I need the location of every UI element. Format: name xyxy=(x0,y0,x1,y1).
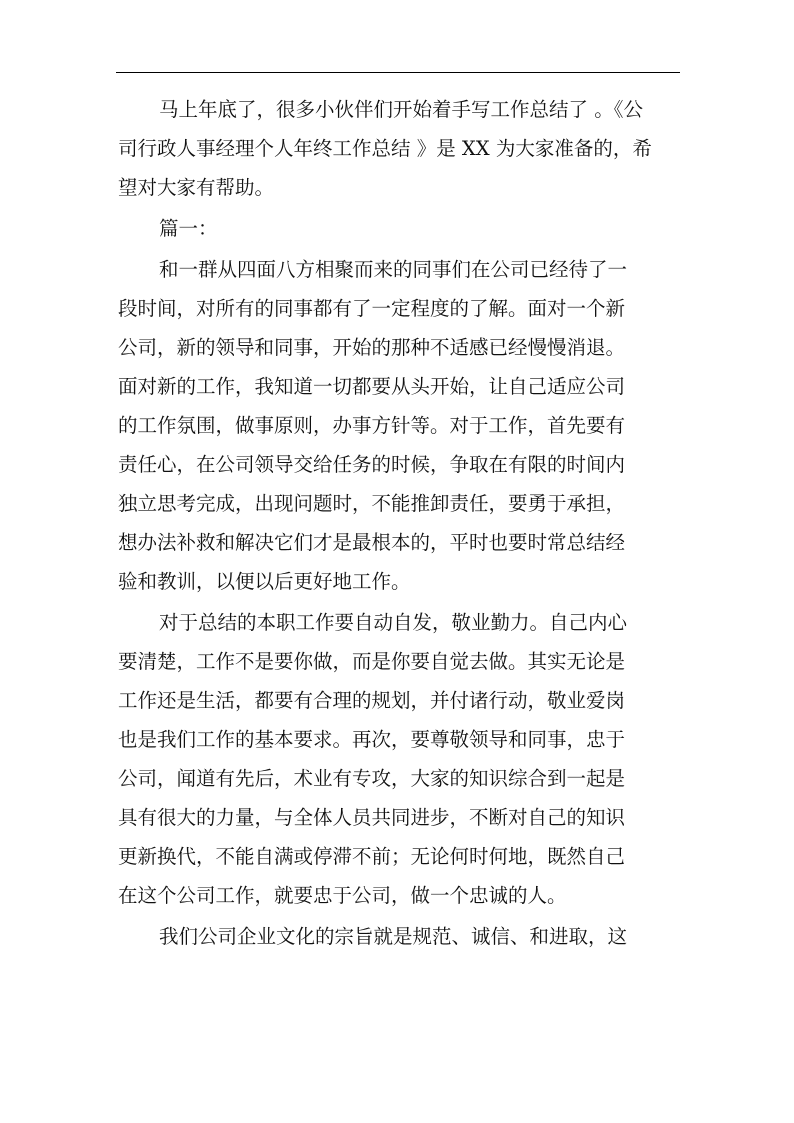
paragraph-line: 责任心，在公司领导交给任务的时候，争取在有限的时间内 xyxy=(118,453,626,476)
paragraph-line: 面对新的工作，我知道一切都要从头开始，让自己适应公司 xyxy=(118,375,626,398)
paragraph-line: 我们公司企业文化的宗旨就是规范、诚信、和进取，这 xyxy=(159,925,628,948)
paragraph-line: 也是我们工作的基本要求。再次，要尊敬领导和同事，忠于 xyxy=(118,728,626,751)
paragraph-line: 想办法补救和解决它们才是最根本的，平时也要时常总结经 xyxy=(118,531,626,554)
intro-line: 马上年底了，很多小伙伴们开始着手写工作总结了 。《公 xyxy=(159,98,643,121)
document-body xyxy=(118,90,678,956)
paragraph-line: 公司，新的领导和同事，开始的那种不适感已经慢慢消退。 xyxy=(118,336,626,359)
paragraph-line: 对于总结的本职工作要自动自发，敬业勤力。自己内心 xyxy=(159,611,628,634)
paragraph-line: 和一群从四面八方相聚而来的同事们在公司已经待了一 xyxy=(159,258,628,281)
intro-line: 望对大家有帮助。 xyxy=(118,176,275,199)
header-rule xyxy=(116,72,680,73)
section-heading: 篇一： xyxy=(159,217,218,240)
paragraph-line: 段时间，对所有的同事都有了一定程度的了解。面对一个新 xyxy=(118,297,626,320)
paragraph-line: 验和教训，以便以后更好地工作。 xyxy=(118,570,411,593)
paragraph-line: 的工作氛围，做事原则，办事方针等。对于工作，首先要有 xyxy=(118,414,626,437)
intro-line: 司行政人事经理个人年终工作总结 》是 XX 为大家准备的，希 xyxy=(118,137,652,160)
paragraph-line: 独立思考完成，出现问题时，不能推卸责任，要勇于承担， xyxy=(118,492,626,515)
paragraph-line: 更新换代，不能自满或停滞不前；无论何时何地，既然自己 xyxy=(118,845,626,868)
paragraph-line: 公司，闻道有先后，术业有专攻，大家的知识综合到一起是 xyxy=(118,767,626,790)
paragraph-line: 要清楚，工作不是要你做，而是你要自觉去做。其实无论是 xyxy=(118,650,626,673)
paragraph-line: 具有很大的力量，与全体人员共同进步，不断对自己的知识 xyxy=(118,806,626,829)
paragraph-line: 在这个公司工作，就要忠于公司，做一个忠诚的人。 xyxy=(118,884,567,907)
paragraph-line: 工作还是生活，都要有合理的规划，并付诸行动，敬业爱岗 xyxy=(118,689,626,712)
